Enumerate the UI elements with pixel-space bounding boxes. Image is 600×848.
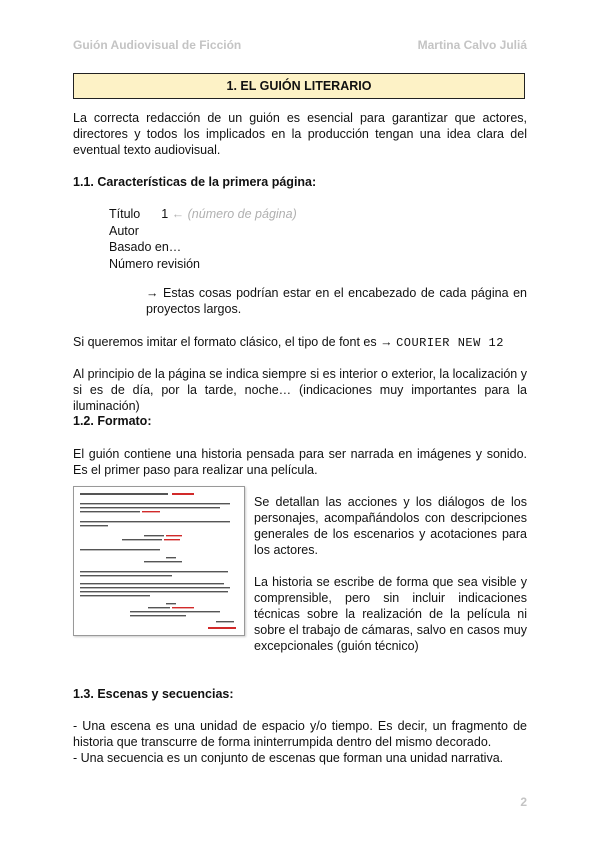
format-side-paragraph-1: Se detallan las acciones y los diálogos de los personajes, acompañándolos con descripciones generales de los escenarios y acotaciones para los actores. (254, 495, 527, 557)
header-note: → Estas cosas podrían estar en el encabezado de cada página en proyectos largos. (146, 286, 527, 316)
sample-red-mark (208, 627, 236, 629)
list-page-number: 1 (161, 207, 169, 221)
page-number-note: ← (número de página) (171, 207, 297, 221)
sample-line (80, 493, 168, 495)
sample-line (80, 503, 230, 504)
sample-line (80, 571, 228, 572)
script-sample-image (73, 486, 245, 636)
sample-line (130, 611, 220, 612)
running-header-title: Guión Audiovisual de Ficción (73, 38, 242, 52)
sample-line (80, 575, 172, 576)
sample-red-mark (166, 535, 182, 536)
font-line (73, 334, 527, 351)
sample-line (80, 525, 108, 526)
list-item-title (109, 206, 297, 223)
sample-line (130, 615, 186, 616)
font-name: COURIER NEW 12 (396, 336, 504, 350)
sample-line (80, 583, 224, 584)
sample-line (144, 535, 164, 536)
sample-line (80, 511, 140, 512)
running-header-author: Martina Calvo Juliá (417, 38, 527, 52)
script-sample-graphic (74, 487, 244, 635)
sample-line (80, 521, 230, 522)
sample-line (80, 591, 228, 592)
list-item-revision: Número revisión (109, 256, 201, 271)
sample-line (216, 621, 234, 622)
heading-1-3: 1.3. Escenas y secuencias: (73, 687, 234, 701)
heading-1-1: 1.1. Características de la primera página: (73, 175, 317, 189)
page-start-paragraph: Al principio de la página se indica siempre si es interior o exterior, la localización y si es de día, por la tarde, noche… (indicaciones muy importantes para la iluminación) (73, 367, 527, 413)
list-item-based: Basado en… (109, 240, 182, 254)
sample-line (80, 587, 230, 588)
sample-line (144, 561, 182, 562)
page-number: 2 (520, 795, 527, 809)
list-item-author: Autor (109, 223, 139, 238)
format-side-paragraph-2: La historia se escribe de forma que sea visible y comprensible, pero sin incluir indicaciones técnicas sobre la realización de la película ni sobre el trabajo de cámaras, salvo en casos muy excepcionales (guión técnico) (254, 575, 527, 653)
first-page-list (109, 206, 297, 272)
sample-line (80, 549, 160, 550)
heading-1-2: 1.2. Formato: (73, 414, 152, 428)
sample-line (148, 607, 170, 608)
sample-red-mark (172, 607, 194, 608)
scene-definition: - Una escena es una unidad de espacio y/o tiempo. Es decir, un fragmento de historia que transcurre de forma ininterrumpida dentro del mismo decorado. (73, 719, 527, 749)
sample-red-mark (142, 511, 160, 512)
sample-line (80, 595, 150, 596)
sample-line (166, 557, 176, 558)
sample-line (80, 507, 220, 508)
font-line-text: Si queremos imitar el formato clásico, el tipo de font es → (73, 335, 393, 349)
intro-paragraph: La correcta redacción de un guión es esencial para garantizar que actores, directores y todos los implicados en la producción tengan una idea clara del eventual texto audiovisual. (73, 111, 527, 157)
sample-red-mark (172, 493, 194, 495)
sample-red-mark (164, 539, 180, 540)
sample-line (166, 603, 176, 604)
sequence-definition: - Una secuencia es un conjunto de escenas que forman una unidad narrativa. (73, 751, 504, 765)
section-title-box: 1. EL GUIÓN LITERARIO (73, 73, 525, 99)
format-intro-paragraph: El guión contiene una historia pensada para ser narrada en imágenes y sonido. Es el primer paso para realizar una película. (73, 447, 527, 477)
list-title-label: Título (109, 207, 141, 221)
sample-line (122, 539, 162, 540)
